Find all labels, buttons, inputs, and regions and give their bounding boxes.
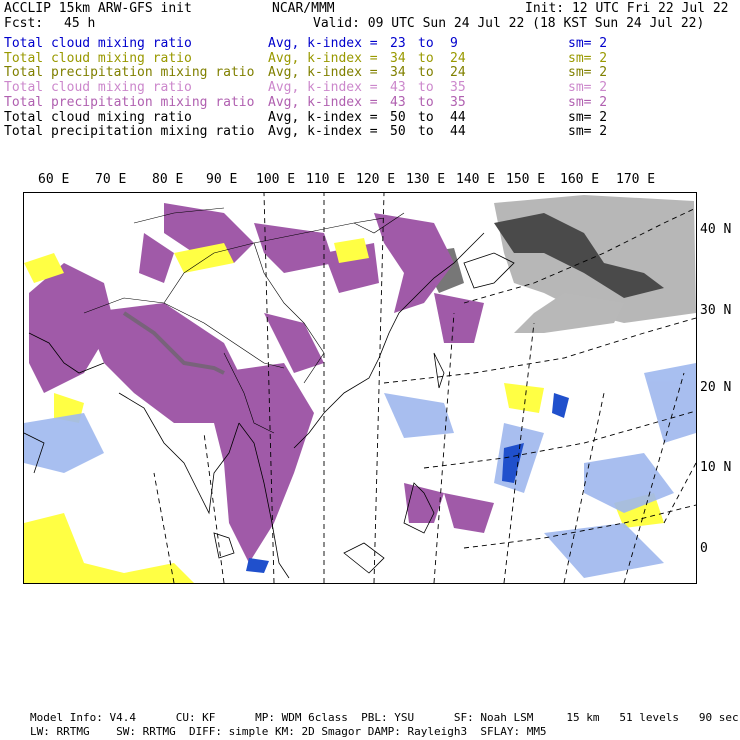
field-k-start: 34	[390, 50, 406, 66]
longitude-label: 90 E	[206, 172, 238, 187]
field-k-end: 44	[450, 109, 466, 125]
field-to: to	[418, 36, 434, 51]
field-avg-label: Avg, k-index =	[268, 50, 378, 66]
latitude-label: 30 N	[700, 303, 732, 318]
latitude-label: 40 N	[700, 222, 732, 237]
field-k-start: 50	[390, 109, 406, 125]
field-name: Total cloud mixing ratio	[4, 80, 192, 96]
field-to: to	[418, 124, 434, 140]
field-k-end: 24	[450, 50, 466, 66]
latitude-label: 10 N	[700, 460, 732, 475]
longitude-label: 170 E	[616, 172, 656, 187]
longitude-label: 80 E	[152, 172, 184, 187]
field-to: to	[418, 80, 434, 96]
field-to: to	[418, 109, 434, 125]
field-avg-label: Avg, k-index =	[268, 65, 378, 81]
field-avg-label: Avg, k-index =	[268, 124, 378, 140]
map-canvas	[24, 193, 696, 583]
field-k-start: 50	[390, 124, 406, 140]
longitude-label: 140 E	[456, 172, 496, 187]
latitude-label: 20 N	[700, 380, 732, 395]
field-k-start: 43	[390, 94, 406, 110]
field-to: to	[418, 50, 434, 66]
longitude-label: 100 E	[256, 172, 296, 187]
field-smoothing: sm= 2	[568, 80, 608, 96]
purple-precip-field	[29, 203, 494, 563]
model-title: ACCLIP 15km ARW-GFS init	[4, 1, 192, 16]
field-name: Total cloud mixing ratio	[4, 36, 192, 51]
longitude-label: 120 E	[356, 172, 396, 187]
field-k-end: 9	[450, 36, 458, 51]
longitude-label: 70 E	[95, 172, 127, 187]
field-avg-label: Avg, k-index =	[268, 80, 378, 96]
model-info-line2: LW: RRTMG SW: RRTMG DIFF: simple KM: 2D Smagor DAMP: Rayleigh3 SFLAY: MM5	[30, 725, 547, 738]
field-smoothing: sm= 2	[568, 109, 608, 125]
field-smoothing: sm= 2	[568, 94, 608, 110]
field-k-start: 23	[390, 36, 406, 51]
longitude-label: 60 E	[38, 172, 70, 187]
model-info-line1: Model Info: V4.4 CU: KF MP: WDM 6class PBL: YSU SF: Noah LSM 15 km 51 levels 90 sec	[30, 711, 739, 724]
init-time: Init: 12 UTC Fri 22 Jul 22	[525, 1, 729, 16]
field-name: Total cloud mixing ratio	[4, 109, 192, 125]
field-name: Total precipitation mixing ratio	[4, 124, 255, 140]
field-k-end: 24	[450, 65, 466, 81]
field-k-start: 43	[390, 80, 406, 96]
field-name: Total precipitation mixing ratio	[4, 65, 255, 81]
field-name: Total precipitation mixing ratio	[4, 94, 255, 110]
valid-time: Valid: 09 UTC Sun 24 Jul 22 (18 KST Sun 24 Jul 22)	[313, 16, 705, 31]
field-k-end: 35	[450, 80, 466, 96]
longitude-label: 110 E	[306, 172, 346, 187]
longitude-label: 130 E	[406, 172, 446, 187]
field-to: to	[418, 65, 434, 81]
field-k-end: 35	[450, 94, 466, 110]
institution-label: NCAR/MMM	[272, 1, 335, 16]
field-avg-label: Avg, k-index =	[268, 109, 378, 125]
field-k-start: 34	[390, 65, 406, 81]
field-smoothing: sm= 2	[568, 65, 608, 81]
field-to: to	[418, 94, 434, 110]
field-name: Total cloud mixing ratio	[4, 50, 192, 66]
map-panel	[23, 192, 697, 584]
field-smoothing: sm= 2	[568, 36, 608, 51]
longitude-label: 150 E	[506, 172, 546, 187]
field-avg-label: Avg, k-index =	[268, 36, 378, 51]
longitude-label: 160 E	[560, 172, 600, 187]
field-smoothing: sm= 2	[568, 50, 608, 66]
field-k-end: 44	[450, 124, 466, 140]
latitude-label: 0	[700, 541, 708, 556]
field-avg-label: Avg, k-index =	[268, 94, 378, 110]
forecast-label: Fcst:	[4, 16, 44, 31]
blue-cloud-field	[24, 363, 696, 578]
forecast-hours: 45 h	[64, 16, 96, 31]
field-smoothing: sm= 2	[568, 124, 608, 140]
